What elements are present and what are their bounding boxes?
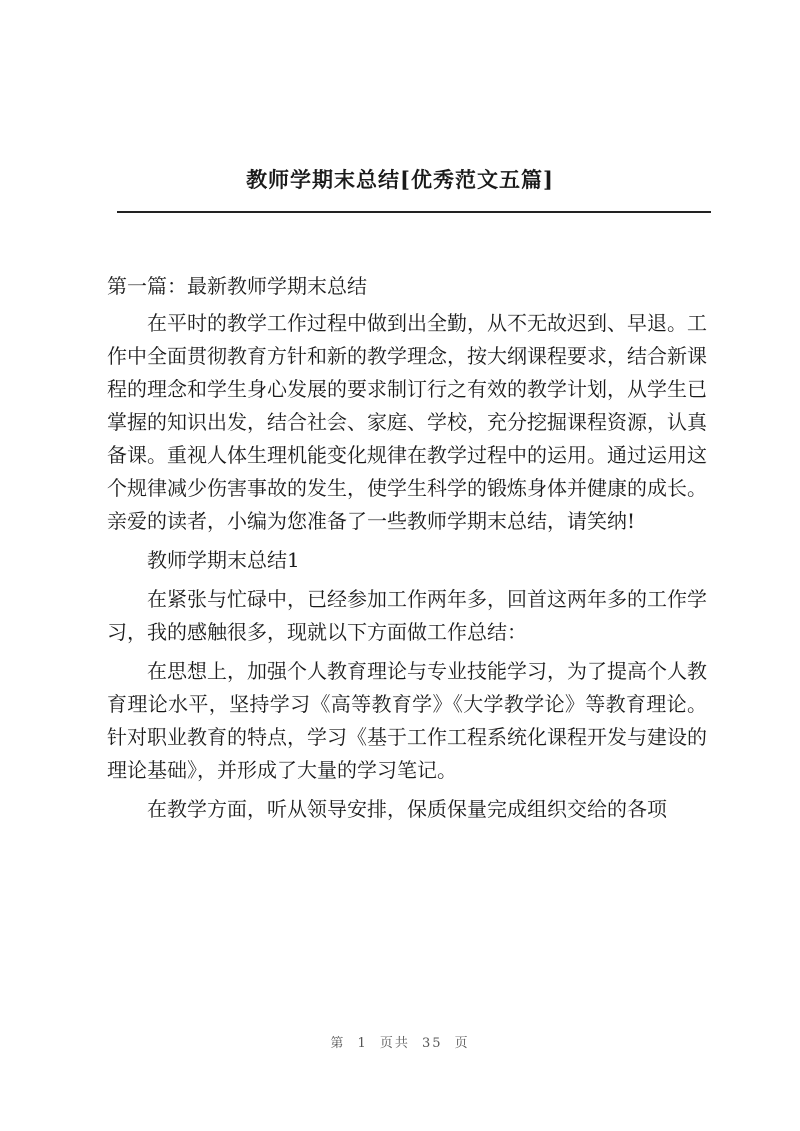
title-underline [117, 211, 711, 213]
document-title: 教师学期末总结[优秀范文五篇] [246, 167, 554, 192]
paragraph-3: 在教学方面，听从领导安排，保质保量完成组织交给的各项 [147, 797, 667, 821]
paragraph-2: 在思想上，加强个人教育理论与专业技能学习，为了提高个人教育理论水平，坚持学习《高等教育学》《大学教学论》等教育理论。针对职业教育的特点，学习《基于工作工程系统化课程开发与建设的理论基础》，并形成了大量的学习笔记。 [107, 659, 707, 782]
paragraph-intro: 在平时的教学工作过程中做到出全勤，从不无故迟到、早退。工作中全面贯彻教育方针和新的教学理念，按大纲课程要求，结合新课程的理念和学生身心发展的要求制订行之有效的教学计划，从学生已掌握的知识出发，结合社会、家庭、学校，充分挖掘课程资源，认真备课。重视人体生理机能变化规律在教学过程中的运用。通过运用这个规律减少伤害事故的发生，使学生科学的锻炼身体并健康的成长。亲爱的读者，小编为您准备了一些教师学期末总结，请笑纳! [107, 311, 707, 533]
page-number-footer: 第 1 页共 35 页 [330, 1036, 470, 1051]
document-body [107, 270, 707, 826]
section-heading: 第一篇：最新教师学期末总结 [107, 274, 367, 298]
subheading-summary-1: 教师学期末总结1 [147, 548, 300, 572]
paragraph-1: 在紧张与忙碌中，已经参加工作两年多，回首这两年多的工作学习，我的感触很多，现就以下方面做工作总结： [107, 587, 707, 644]
